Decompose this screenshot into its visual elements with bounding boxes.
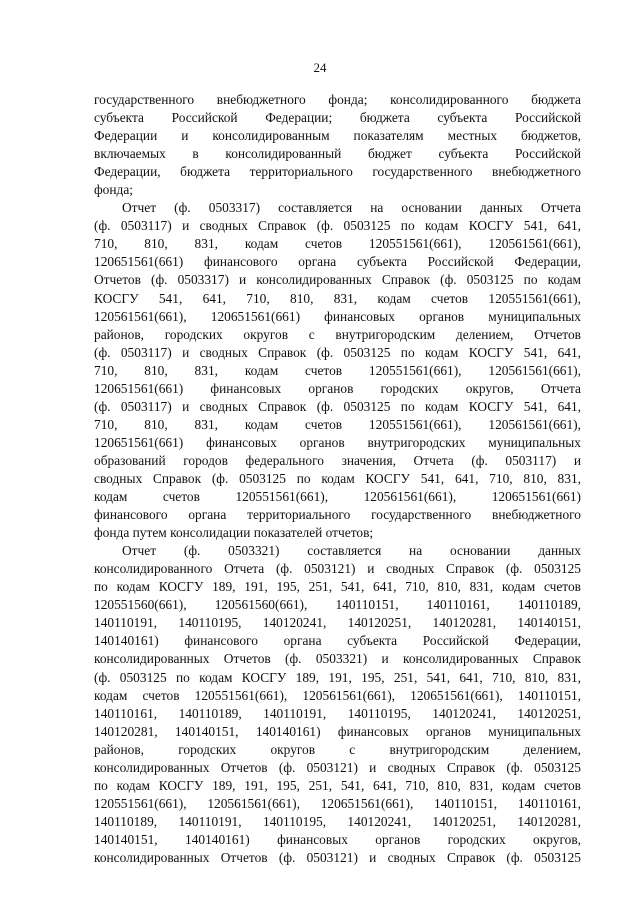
text-line: по кодам КОСГУ 189, 191, 195, 251, 541, 641, 710, 810, 831, кодам счетов	[94, 777, 581, 793]
text-line: консолидированных Отчетов (ф. 0503321) и консолидированных Справок	[94, 651, 581, 667]
text-line: 140140151, 140140161) финансовых органов городских округов,	[94, 831, 581, 847]
text-line: государственного внебюджетного фонда; консолидированного бюджета	[94, 92, 581, 107]
text-line: 120651561(661) финансового органа субъекта Российской Федерации,	[94, 254, 581, 270]
text-line: фонда;	[94, 182, 134, 198]
text-line: Отчет (ф. 0503317) составляется на основании данных Отчета	[122, 200, 581, 216]
text-line: кодам счетов 120551561(661), 120561561(661), 120651561(661)	[94, 489, 581, 505]
text-line: 140110189, 140110191, 140110195, 140120241, 140120251, 140120281,	[94, 813, 581, 829]
text-line: консолидированных Отчетов (ф. 0503121) и сводных Справок (ф. 0503125	[94, 759, 581, 775]
text-line: Отчетов (ф. 0503317) и консолидированных Справок (ф. 0503125 по кодам	[94, 272, 581, 288]
text-line: 710, 810, 831, кодам счетов 120551561(661), 120561561(661),	[94, 362, 581, 378]
text-line: районов, городских округов с внутригородским делением,	[94, 741, 581, 757]
text-line: консолидированного Отчета (ф. 0503121) и сводных Справок (ф. 0503125	[94, 561, 581, 577]
text-line: сводных Справок (ф. 0503125 по кодам КОСГУ 541, 641, 710, 810, 831,	[94, 470, 581, 486]
text-line: 120551561(661), 120561561(661), 120651561(661), 140110151, 140110161,	[94, 795, 581, 811]
page-number: 24	[313, 60, 327, 75]
text-line: КОСГУ 541, 641, 710, 810, 831, кодам счетов 120551561(661),	[94, 290, 581, 306]
text-line: районов, городских округов с внутригородским делением, Отчетов	[94, 326, 581, 342]
text-line: (ф. 0503125 по кодам КОСГУ 189, 191, 195, 251, 541, 641, 710, 810, 831,	[94, 669, 581, 685]
body-text	[94, 91, 581, 867]
text-line: по кодам КОСГУ 189, 191, 195, 251, 541, 641, 710, 810, 831, кодам счетов	[94, 579, 581, 595]
text-line: субъекта Российской Федерации; бюджета субъекта Российской	[94, 110, 581, 126]
text-line: кодам счетов 120551561(661), 120561561(661), 120651561(661), 140110151,	[94, 687, 581, 703]
text-line: Федерации, бюджета территориального государственного внебюджетного	[94, 164, 581, 180]
text-line: 120651561(661) финансовых органов внутригородских муниципальных	[94, 434, 581, 450]
text-line: 120551560(661), 120561560(661), 140110151, 140110161, 140110189,	[94, 597, 581, 613]
text-line: консолидированных Отчетов (ф. 0503121) и сводных Справок (ф. 0503125	[94, 849, 581, 865]
text-line: 120561561(661), 120651561(661) финансовых органов муниципальных	[94, 308, 581, 324]
text-line: Отчет (ф. 0503321) составляется на основании данных	[122, 543, 581, 559]
text-line: включаемых в консолидированный бюджет субъекта Российской	[94, 146, 581, 162]
text-line: 140110161, 140110189, 140110191, 140110195, 140120241, 140120251,	[94, 705, 581, 721]
text-line: финансового органа территориального государственного внебюджетного	[94, 507, 581, 523]
text-line: 140110191, 140110195, 140120241, 140120251, 140120281, 140140151,	[94, 615, 581, 631]
text-line: Федерации и консолидированным показателям местных бюджетов,	[94, 128, 581, 144]
text-line: образований городов федерального значения, Отчета (ф. 0503117) и	[94, 452, 581, 468]
text-line: (ф. 0503117) и сводных Справок (ф. 0503125 по кодам КОСГУ 541, 641,	[94, 218, 581, 234]
text-line: 140120281, 140140151, 140140161) финансовых органов муниципальных	[94, 723, 581, 739]
text-line: (ф. 0503117) и сводных Справок (ф. 0503125 по кодам КОСГУ 541, 641,	[94, 344, 581, 360]
text-line: (ф. 0503117) и сводных Справок (ф. 0503125 по кодам КОСГУ 541, 641,	[94, 398, 581, 414]
text-line: фонда путем консолидации показателей отчетов;	[94, 525, 374, 541]
text-line: 140140161) финансового органа субъекта Российской Федерации,	[94, 633, 581, 649]
text-line: 120651561(661) финансовых органов городских округов, Отчета	[94, 380, 581, 396]
text-line: 710, 810, 831, кодам счетов 120551561(661), 120561561(661),	[94, 236, 581, 252]
text-line: 710, 810, 831, кодам счетов 120551561(661), 120561561(661),	[94, 416, 581, 432]
